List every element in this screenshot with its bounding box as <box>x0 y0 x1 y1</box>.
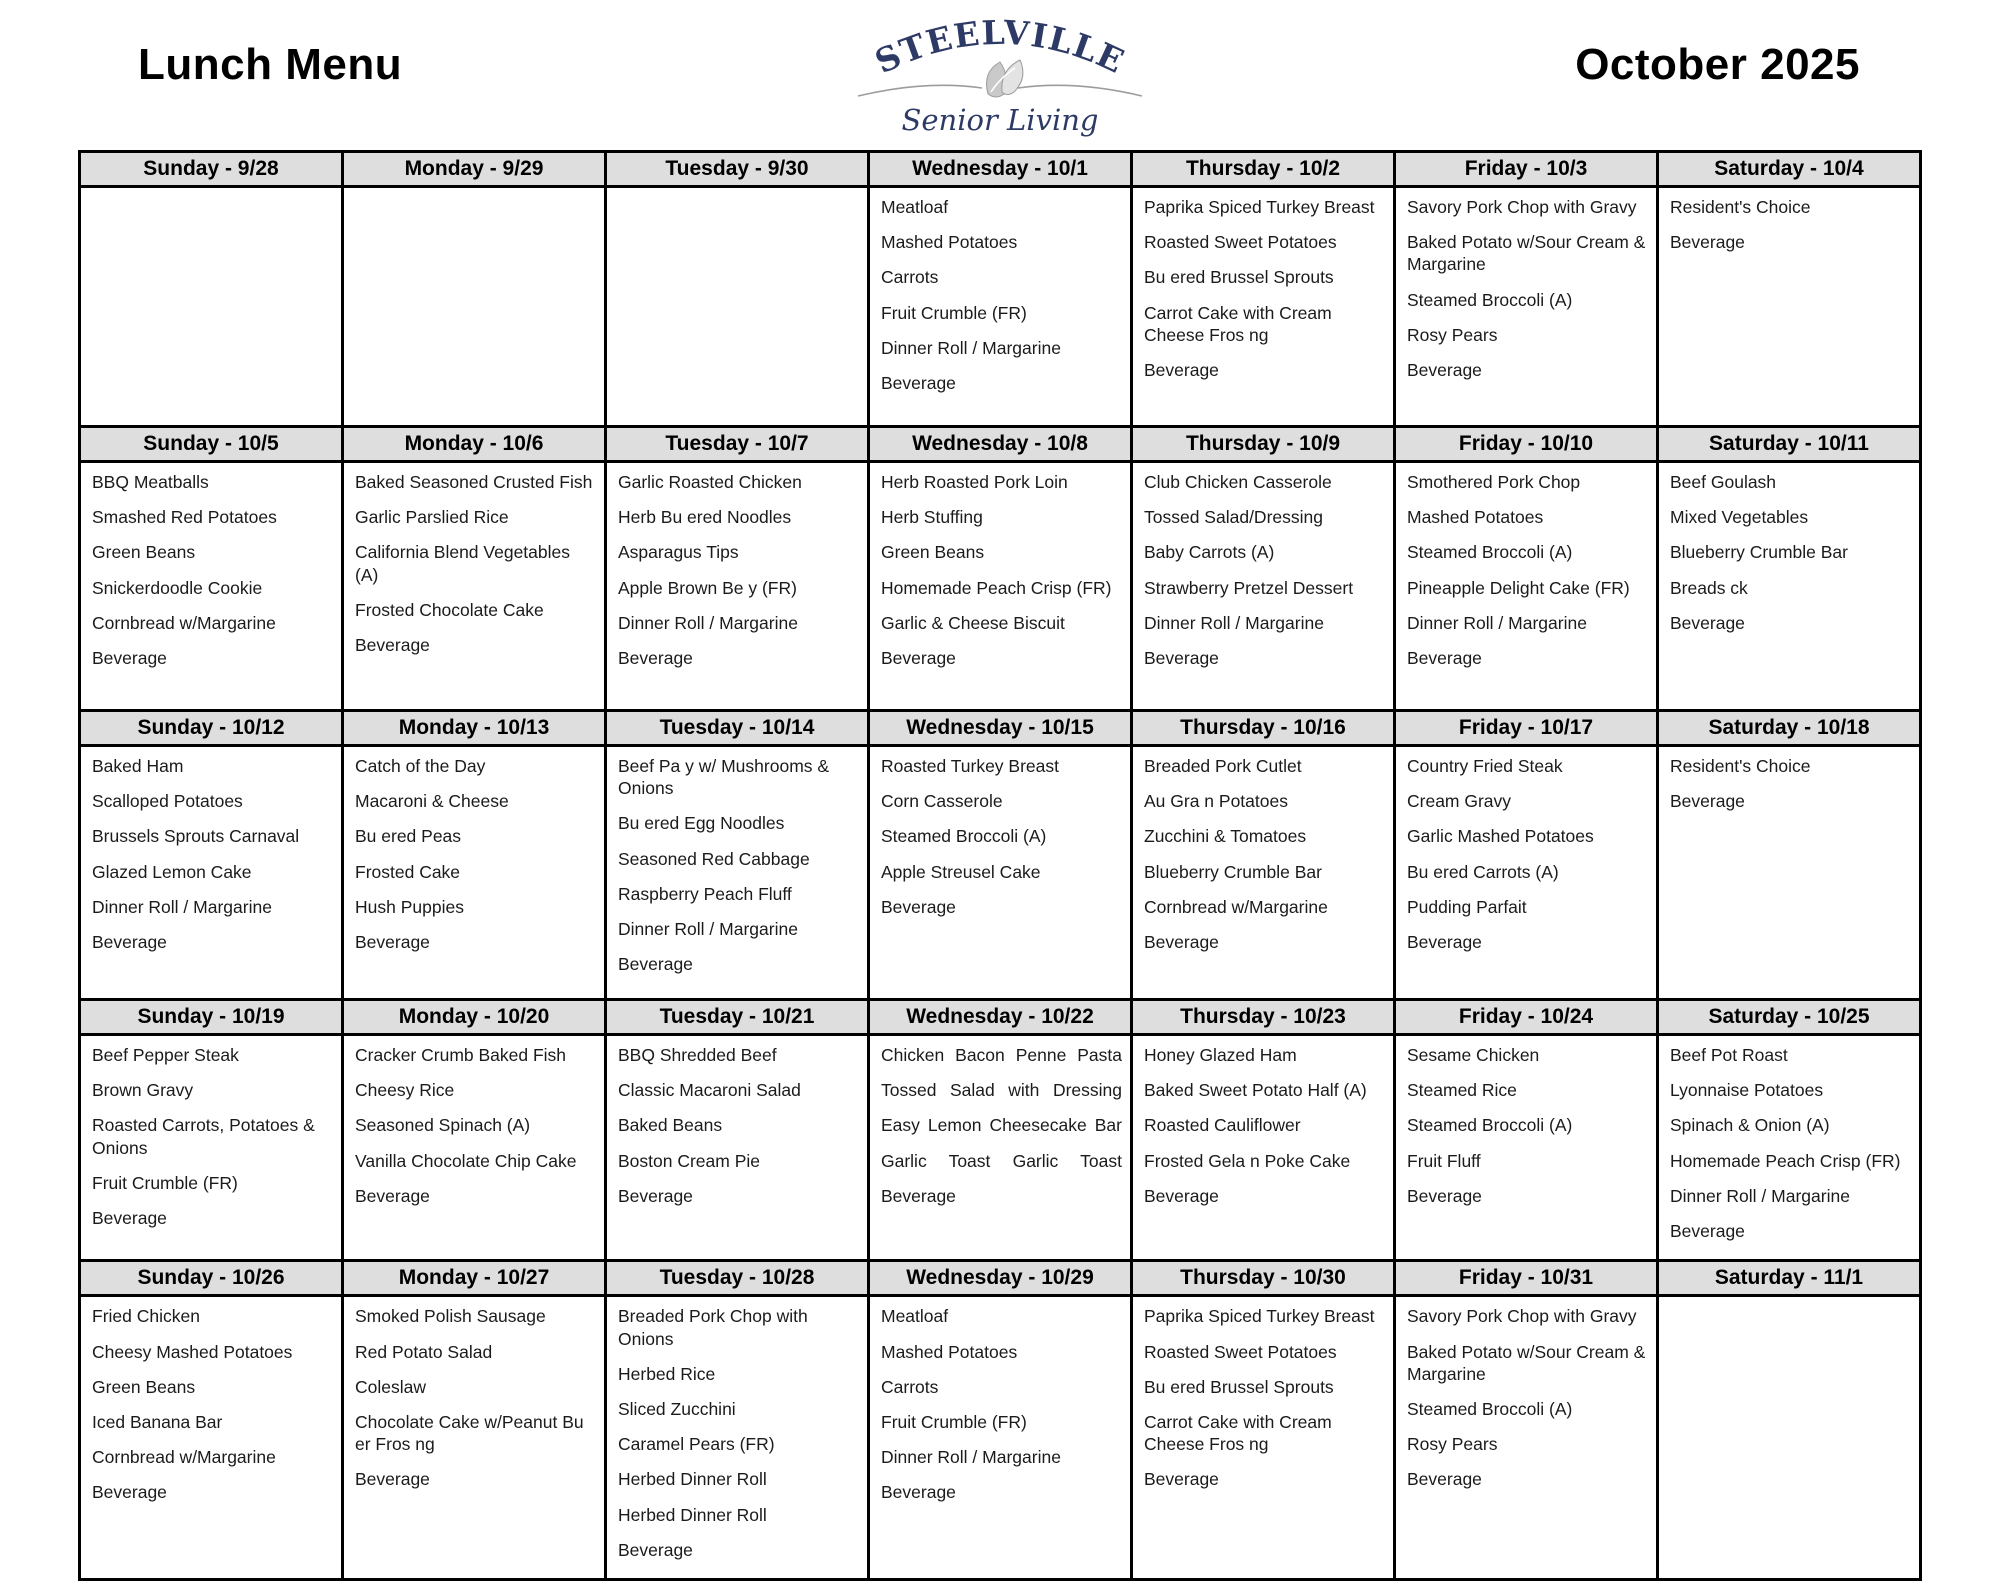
menu-item: Roasted Turkey Breast <box>881 756 1059 776</box>
day-header: Saturday - 11/1 <box>1658 1261 1921 1296</box>
menu-item: Roasted Sweet Potatoes <box>1144 232 1337 253</box>
menu-item: Raspberry Peach Fluff <box>618 883 792 904</box>
menu-item: Baked Beans <box>618 1115 723 1136</box>
menu-item: Tossed Salad with Dressing <box>881 1080 1122 1101</box>
week-menu-row <box>80 1035 1921 1261</box>
menu-item: Baked Potato w/Sour Cream & Margarine <box>1407 232 1646 275</box>
day-header: Friday - 10/24 <box>1395 1000 1658 1035</box>
day-cell <box>80 1296 343 1580</box>
menu-item: Beef Pepper Steak <box>92 1045 239 1065</box>
menu-item: Dinner Roll / Margarine <box>1407 612 1587 633</box>
menu-item: Macaroni & Cheese <box>355 791 509 812</box>
menu-item: Dinner Roll / Margarine <box>881 1447 1061 1468</box>
menu-item: Cornbread w/Margarine <box>92 612 276 633</box>
week-table <box>78 150 1922 428</box>
logo-tagline-text: Senior Living <box>901 103 1099 137</box>
menu-item: Rosy Pears <box>1407 324 1498 345</box>
menu-item: Garlic Parslied Rice <box>355 507 509 528</box>
menu-item: Pudding Parfait <box>1407 896 1527 917</box>
menu-item: Dinner Roll / Margarine <box>881 337 1061 358</box>
menu-item: Frosted Chocolate Cake <box>355 599 544 620</box>
menu-item: Beverage <box>881 373 956 394</box>
week-table <box>78 425 1922 712</box>
menu-item: Herbed Rice <box>618 1363 716 1384</box>
menu-item: Fruit Fluff <box>1407 1150 1481 1171</box>
menu-item: Glazed Lemon Cake <box>92 861 252 882</box>
menu-item: Asparagus Tips <box>618 542 739 563</box>
menu-item: Savory Pork Chop with Gravy <box>1407 1306 1637 1327</box>
menu-item: Fruit Crumble (FR) <box>881 1411 1027 1432</box>
day-cell <box>1132 462 1395 711</box>
menu-item: Paprika Spiced Turkey Breast <box>1144 197 1375 217</box>
menu-item: Fruit Crumble (FR) <box>92 1172 238 1193</box>
menu-item: Beverage <box>881 1185 956 1206</box>
menu-item: Bu ered Brussel Sprouts <box>1144 267 1334 288</box>
day-header: Friday - 10/31 <box>1395 1261 1658 1296</box>
menu-item: Catch of the Day <box>355 756 486 776</box>
menu-item: Cracker Crumb Baked Fish <box>355 1045 567 1065</box>
menu-item: Carrots <box>881 267 939 288</box>
day-header: Monday - 10/13 <box>343 711 606 746</box>
menu-item: Country Fried Steak <box>1407 756 1563 776</box>
day-header: Tuesday - 10/7 <box>606 427 869 462</box>
logo-swoosh-right <box>1018 85 1142 96</box>
menu-item: Paprika Spiced Turkey Breast <box>1144 1306 1375 1327</box>
menu-item: Frosted Cake <box>355 861 461 882</box>
menu-item: Lyonnaise Potatoes <box>1670 1080 1824 1101</box>
menu-item: Mashed Potatoes <box>881 1341 1018 1362</box>
day-cell <box>1395 1296 1658 1580</box>
menu-item: Steamed Broccoli (A) <box>1407 542 1573 563</box>
day-header: Monday - 10/27 <box>343 1261 606 1296</box>
menu-item: Carrot Cake with Cream Cheese Fros ng <box>1144 1411 1332 1455</box>
day-header: Wednesday - 10/15 <box>869 711 1132 746</box>
menu-item: Breads ck <box>1670 577 1748 598</box>
menu-item: Hush Puppies <box>355 896 464 917</box>
day-cell <box>606 1035 869 1261</box>
menu-item: Cheesy Mashed Potatoes <box>92 1341 293 1362</box>
day-cell <box>343 1035 606 1261</box>
menu-item: Beverage <box>355 1185 430 1206</box>
menu-item: BBQ Shredded Beef <box>618 1045 777 1065</box>
day-header: Wednesday - 10/22 <box>869 1000 1132 1035</box>
menu-item: Green Beans <box>881 542 985 563</box>
week-header-row <box>80 152 1921 187</box>
day-header: Saturday - 10/25 <box>1658 1000 1921 1035</box>
menu-item: Homemade Peach Crisp (FR) <box>881 577 1112 598</box>
day-header: Thursday - 10/9 <box>1132 427 1395 462</box>
week-header-row <box>80 711 1921 746</box>
menu-item: Fruit Crumble (FR) <box>881 302 1027 323</box>
menu-item: Spinach & Onion (A) <box>1670 1115 1830 1136</box>
day-header: Monday - 10/6 <box>343 427 606 462</box>
menu-item: Savory Pork Chop with Gravy <box>1407 197 1637 217</box>
menu-item: Breaded Pork Chop with Onions <box>618 1306 808 1349</box>
menu-item: Mashed Potatoes <box>881 232 1018 253</box>
menu-item: Baked Ham <box>92 756 184 776</box>
day-header: Thursday - 10/16 <box>1132 711 1395 746</box>
menu-item: Bu ered Egg Noodles <box>618 813 785 834</box>
menu-item: Cornbread w/Margarine <box>92 1447 276 1468</box>
day-cell <box>869 462 1132 711</box>
menu-item: Honey Glazed Ham <box>1144 1045 1297 1065</box>
menu-item: Mashed Potatoes <box>1407 507 1544 528</box>
menu-item: Beverage <box>1670 791 1745 812</box>
day-cell <box>1658 462 1921 711</box>
menu-item: Blueberry Crumble Bar <box>1670 542 1848 563</box>
menu-item: Resident's Choice <box>1670 756 1811 776</box>
day-header: Sunday - 10/26 <box>80 1261 343 1296</box>
menu-item: Fried Chicken <box>92 1306 200 1327</box>
day-header: Thursday - 10/23 <box>1132 1000 1395 1035</box>
day-cell <box>1132 1035 1395 1261</box>
day-header: Tuesday - 10/21 <box>606 1000 869 1035</box>
menu-item: Dinner Roll / Margarine <box>1144 612 1324 633</box>
menu-item: Apple Streusel Cake <box>881 861 1041 882</box>
menu-item: Beverage <box>618 1539 693 1560</box>
menu-item: Strawberry Pretzel Dessert <box>1144 577 1354 598</box>
menu-item: Mixed Vegetables <box>1670 507 1809 528</box>
day-cell <box>343 462 606 711</box>
day-header: Friday - 10/17 <box>1395 711 1658 746</box>
day-header: Sunday - 9/28 <box>80 152 343 187</box>
menu-item: Smashed Red Potatoes <box>92 507 277 528</box>
menu-item: Blueberry Crumble Bar <box>1144 861 1322 882</box>
menu-item: Steamed Broccoli (A) <box>1407 1398 1573 1419</box>
day-cell <box>80 746 343 1000</box>
menu-item: Beverage <box>618 648 693 669</box>
menu-item: Beverage <box>92 1482 167 1503</box>
menu-item: Beverage <box>92 932 167 953</box>
menu-item: Beef Goulash <box>1670 472 1777 492</box>
day-cell <box>869 746 1132 1000</box>
menu-item: Garlic Mashed Potatoes <box>1407 826 1594 847</box>
day-cell <box>1395 187 1658 427</box>
menu-item: Beverage <box>618 1185 693 1206</box>
menu-item: Beverage <box>1144 648 1219 669</box>
menu-item: BBQ Meatballs <box>92 472 209 492</box>
menu-item: Beverage <box>1144 1469 1219 1490</box>
menu-item: Beverage <box>881 1482 956 1503</box>
menu-item: Green Beans <box>92 1376 196 1397</box>
menu-item: Herb Roasted Pork Loin <box>881 472 1068 492</box>
menu-item: Garlic Toast Garlic Toast <box>881 1150 1122 1171</box>
calendar <box>78 150 1922 1581</box>
menu-item: Vanilla Chocolate Chip Cake <box>355 1150 577 1171</box>
menu-item: Herb Bu ered Noodles <box>618 507 792 528</box>
menu-item: Beef Pot Roast <box>1670 1045 1788 1065</box>
menu-item: Garlic Roasted Chicken <box>618 472 802 492</box>
menu-item: Garlic & Cheese Biscuit <box>881 612 1065 633</box>
steelville-logo <box>850 4 1150 149</box>
menu-item: Zucchini & Tomatoes <box>1144 826 1307 847</box>
menu-item: Beverage <box>1407 932 1482 953</box>
day-header: Sunday - 10/12 <box>80 711 343 746</box>
menu-item: Dinner Roll / Margarine <box>92 896 272 917</box>
menu-item: Bu ered Brussel Sprouts <box>1144 1376 1334 1397</box>
day-cell <box>343 1296 606 1580</box>
logo-wordmark-text: STEELVILLE <box>869 12 1131 82</box>
week-menu-row <box>80 462 1921 711</box>
day-header: Wednesday - 10/1 <box>869 152 1132 187</box>
day-cell <box>606 187 869 427</box>
menu-item: Frosted Gela n Poke Cake <box>1144 1150 1351 1171</box>
day-cell <box>869 1296 1132 1580</box>
day-header: Sunday - 10/5 <box>80 427 343 462</box>
menu-item: Meatloaf <box>881 1306 949 1327</box>
menu-item: Beverage <box>1407 1185 1482 1206</box>
week-header-row <box>80 427 1921 462</box>
menu-item: Cream Gravy <box>1407 791 1512 812</box>
menu-item: Chocolate Cake w/Peanut Bu er Fros ng <box>355 1411 584 1455</box>
menu-item: Sliced Zucchini <box>618 1398 736 1419</box>
day-cell <box>1395 746 1658 1000</box>
menu-item: Beverage <box>92 1208 167 1229</box>
menu-item: Cheesy Rice <box>355 1080 455 1101</box>
day-header: Friday - 10/10 <box>1395 427 1658 462</box>
menu-item: Carrots <box>881 1376 939 1397</box>
day-header: Wednesday - 10/8 <box>869 427 1132 462</box>
menu-item: Au Gra n Potatoes <box>1144 791 1288 812</box>
menu-item: Easy Lemon Cheesecake Bar <box>881 1115 1122 1136</box>
week-table <box>78 998 1922 1262</box>
menu-item: Red Potato Salad <box>355 1341 493 1362</box>
menu-item: Beverage <box>1670 232 1745 253</box>
day-header: Thursday - 10/30 <box>1132 1261 1395 1296</box>
menu-item: Beverage <box>1407 648 1482 669</box>
day-cell <box>343 746 606 1000</box>
day-cell <box>606 746 869 1000</box>
leaf-icon <box>987 60 1023 97</box>
day-header: Saturday - 10/4 <box>1658 152 1921 187</box>
menu-item: Dinner Roll / Margarine <box>618 919 798 940</box>
menu-item: Baked Potato w/Sour Cream & Margarine <box>1407 1341 1646 1384</box>
menu-item: Baked Seasoned Crusted Fish <box>355 472 593 492</box>
day-cell <box>80 1035 343 1261</box>
menu-item: Beef Pa y w/ Mushrooms & Onions <box>618 756 830 799</box>
menu-item: Baby Carrots (A) <box>1144 542 1275 563</box>
day-cell <box>1658 187 1921 427</box>
day-cell <box>1658 1035 1921 1261</box>
day-cell <box>869 187 1132 427</box>
menu-item: Beverage <box>355 1469 430 1490</box>
day-header: Sunday - 10/19 <box>80 1000 343 1035</box>
week-menu-row <box>80 1296 1921 1580</box>
day-cell <box>1132 1296 1395 1580</box>
menu-item: Meatloaf <box>881 197 949 217</box>
day-header: Saturday - 10/11 <box>1658 427 1921 462</box>
day-header: Friday - 10/3 <box>1395 152 1658 187</box>
day-cell <box>343 187 606 427</box>
week-table <box>78 709 1922 1001</box>
menu-item: Roasted Carrots, Potatoes & Onions <box>92 1115 315 1158</box>
menu-item: Herbed Dinner Roll <box>618 1504 767 1525</box>
day-header: Tuesday - 10/28 <box>606 1261 869 1296</box>
menu-item: Corn Casserole <box>881 791 1003 812</box>
week-menu-row <box>80 187 1921 427</box>
menu-item: Rosy Pears <box>1407 1434 1498 1455</box>
menu-item: Herbed Dinner Roll <box>618 1469 767 1490</box>
menu-item: Cornbread w/Margarine <box>1144 896 1328 917</box>
menu-item: Carrot Cake with Cream Cheese Fros ng <box>1144 302 1332 345</box>
day-cell <box>606 1296 869 1580</box>
day-header: Saturday - 10/18 <box>1658 711 1921 746</box>
menu-item: Beverage <box>881 648 956 669</box>
menu-item: Beverage <box>1407 1469 1482 1490</box>
menu-item: Beverage <box>355 932 430 953</box>
menu-item: Dinner Roll / Margarine <box>618 612 798 633</box>
menu-item: Beverage <box>355 635 430 656</box>
logo-swoosh-left <box>858 85 982 96</box>
menu-item: Seasoned Spinach (A) <box>355 1115 531 1136</box>
day-header: Tuesday - 10/14 <box>606 711 869 746</box>
menu-item: Roasted Cauliflower <box>1144 1115 1301 1136</box>
menu-item: Brown Gravy <box>92 1080 194 1101</box>
menu-item: Steamed Broccoli (A) <box>1407 289 1573 310</box>
menu-item: Bu ered Peas <box>355 826 462 847</box>
menu-item: Herb Stuffing <box>881 507 983 528</box>
menu-item: Snickerdoodle Cookie <box>92 577 263 598</box>
week-header-row <box>80 1261 1921 1296</box>
menu-item: Roasted Sweet Potatoes <box>1144 1341 1337 1362</box>
week-header-row <box>80 1000 1921 1035</box>
menu-item: Beverage <box>1670 1221 1745 1242</box>
menu-item: Beverage <box>92 648 167 669</box>
day-cell <box>1658 1296 1921 1580</box>
menu-item: Homemade Peach Crisp (FR) <box>1670 1150 1901 1171</box>
menu-item: Smoked Polish Sausage <box>355 1306 546 1327</box>
menu-item: Beverage <box>1670 612 1745 633</box>
menu-item: Beverage <box>1144 360 1219 381</box>
page-header <box>0 0 2000 150</box>
menu-item: Beverage <box>881 896 956 917</box>
day-cell <box>869 1035 1132 1261</box>
page-title: Lunch Menu <box>138 40 403 89</box>
menu-item: Iced Banana Bar <box>92 1411 223 1432</box>
menu-item: Steamed Broccoli (A) <box>881 826 1047 847</box>
week-menu-row <box>80 746 1921 1000</box>
menu-item: Pineapple Delight Cake (FR) <box>1407 577 1630 598</box>
menu-item: Apple Brown Be y (FR) <box>618 577 797 598</box>
week-table <box>78 1259 1922 1581</box>
menu-item: Caramel Pears (FR) <box>618 1434 775 1455</box>
day-header: Thursday - 10/2 <box>1132 152 1395 187</box>
menu-item: Resident's Choice <box>1670 197 1811 217</box>
menu-item: Beverage <box>1407 360 1482 381</box>
menu-item: Scalloped Potatoes <box>92 791 243 812</box>
menu-item: Tossed Salad/Dressing <box>1144 507 1323 528</box>
menu-item: Beverage <box>1144 932 1219 953</box>
day-header: Monday - 10/20 <box>343 1000 606 1035</box>
menu-item: Steamed Broccoli (A) <box>1407 1115 1573 1136</box>
day-cell <box>1132 746 1395 1000</box>
day-header: Wednesday - 10/29 <box>869 1261 1132 1296</box>
menu-item: Classic Macaroni Salad <box>618 1080 801 1101</box>
day-cell <box>1395 1035 1658 1261</box>
menu-item: California Blend Vegetables (A) <box>355 542 571 585</box>
menu-item: Baked Sweet Potato Half (A) <box>1144 1080 1367 1101</box>
menu-item: Bu ered Carrots (A) <box>1407 861 1559 882</box>
menu-item: Dinner Roll / Margarine <box>1670 1185 1850 1206</box>
day-cell <box>1658 746 1921 1000</box>
menu-item: Green Beans <box>92 542 196 563</box>
day-header: Monday - 9/29 <box>343 152 606 187</box>
month-title: October 2025 <box>1575 40 1860 89</box>
menu-item: Smothered Pork Chop <box>1407 472 1581 492</box>
day-cell <box>606 462 869 711</box>
menu-item: Chicken Bacon Penne Pasta <box>881 1045 1122 1065</box>
day-header: Tuesday - 9/30 <box>606 152 869 187</box>
day-cell <box>80 462 343 711</box>
menu-item: Steamed Rice <box>1407 1080 1517 1101</box>
day-cell <box>80 187 343 427</box>
menu-item: Beverage <box>618 954 693 975</box>
menu-item: Brussels Sprouts Carnaval <box>92 826 300 847</box>
menu-item: Boston Cream Pie <box>618 1150 761 1171</box>
menu-item: Beverage <box>1144 1185 1219 1206</box>
logo-graphic <box>850 4 1150 144</box>
menu-item: Seasoned Red Cabbage <box>618 848 810 869</box>
menu-item: Sesame Chicken <box>1407 1045 1540 1065</box>
day-cell <box>1395 462 1658 711</box>
menu-item: Breaded Pork Cutlet <box>1144 756 1302 776</box>
menu-item: Club Chicken Casserole <box>1144 472 1332 492</box>
day-cell <box>1132 187 1395 427</box>
menu-item: Coleslaw <box>355 1376 426 1397</box>
